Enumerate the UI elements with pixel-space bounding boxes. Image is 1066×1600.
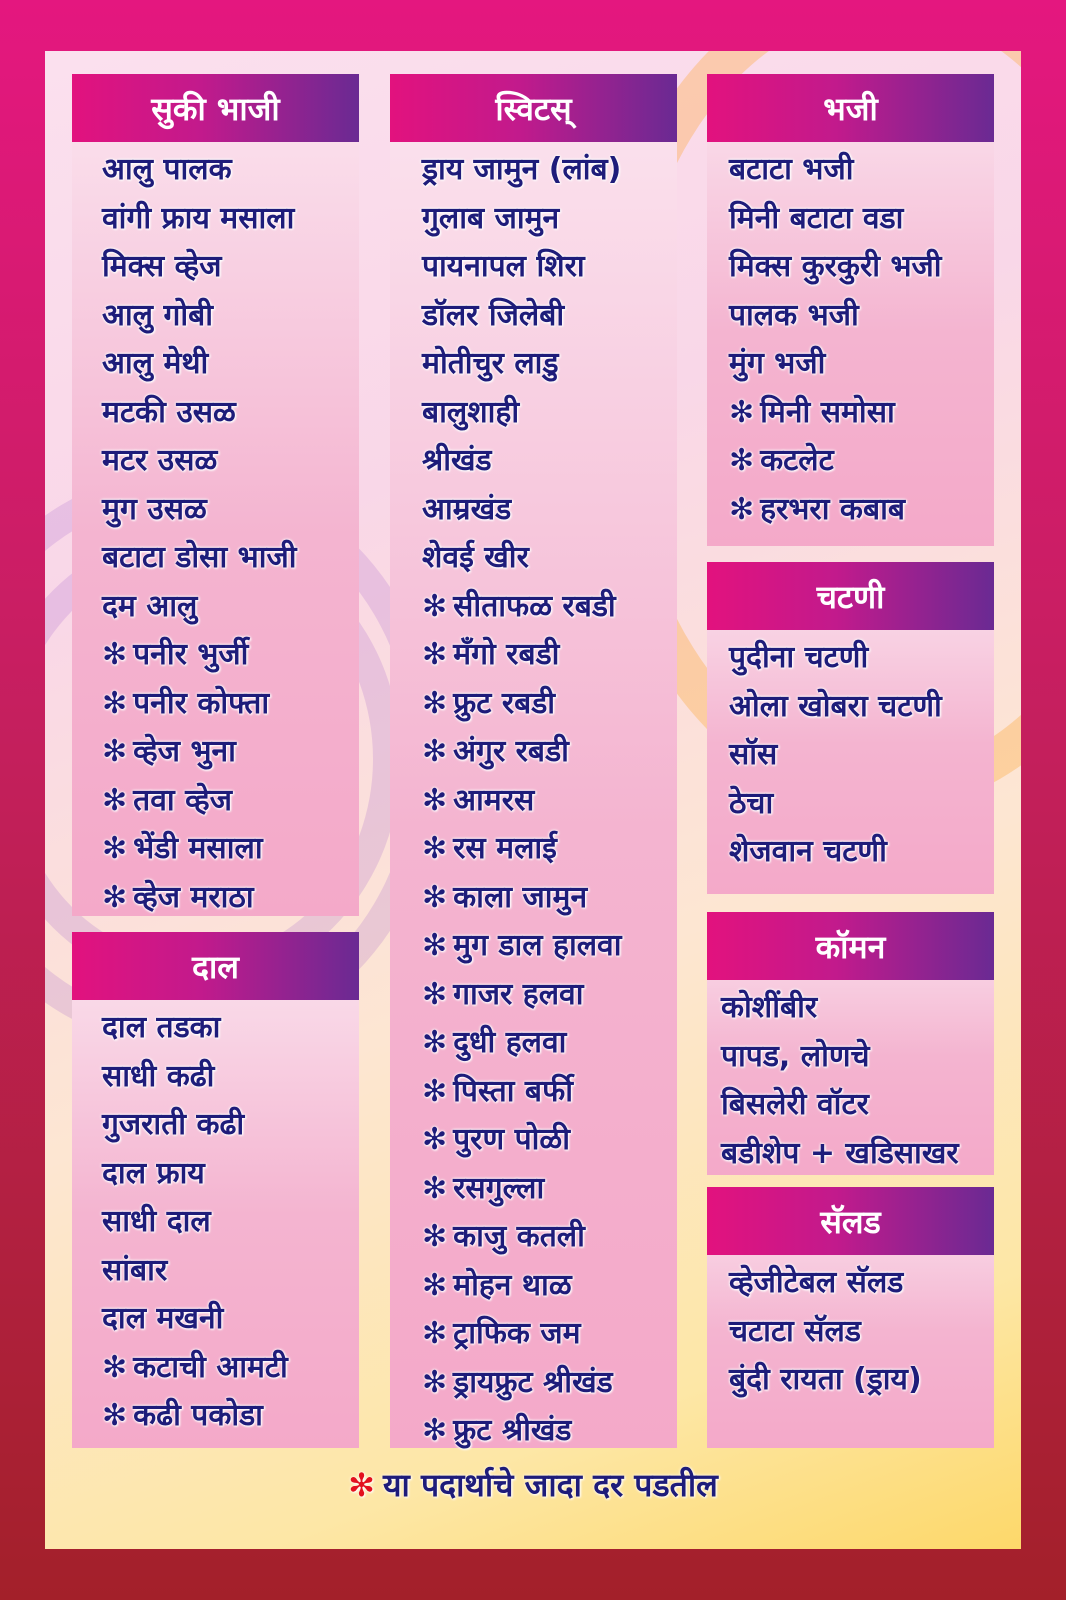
menu-item: [729, 634, 994, 683]
menu-item: [102, 486, 359, 535]
menu-item: [102, 1053, 359, 1102]
asterisk-icon: ✻: [422, 734, 448, 769]
menu-item-label: फ्रुट श्रीखंड: [453, 1413, 572, 1448]
menu-item-label: मँगो रबडी: [453, 637, 560, 672]
menu-item-label: पनीर कोफ्ता: [133, 685, 270, 721]
menu-item: [102, 243, 359, 292]
menu-item: [729, 340, 994, 389]
menu-item-label: पायनापल शिरा: [422, 249, 585, 284]
section-heading: भजी: [707, 74, 994, 142]
asterisk-icon: ✻: [422, 685, 448, 721]
menu-item: [721, 1033, 994, 1082]
item-list: [390, 142, 677, 1456]
menu-item: [102, 583, 359, 632]
menu-item-label: आलु मेथी: [102, 346, 209, 381]
section-heading: कॉमन: [707, 912, 994, 980]
menu-item: [422, 1068, 677, 1117]
menu-item: [422, 874, 677, 923]
menu-item: [422, 389, 677, 438]
menu-item-label: पुरण पोळी: [453, 1122, 570, 1157]
section-heading: दाल: [72, 932, 359, 1000]
asterisk-icon: ✻: [102, 637, 128, 672]
section-chutney: [707, 562, 994, 894]
menu-item-label: दाल तडका: [102, 1010, 221, 1045]
menu-item: [729, 146, 994, 195]
menu-item-label: पालक भजी: [729, 297, 859, 333]
menu-item: [102, 1344, 359, 1393]
menu-item: [422, 1165, 677, 1214]
section-suki-bhaji: [72, 74, 359, 916]
asterisk-icon: ✻: [422, 1316, 448, 1351]
menu-item: [729, 292, 994, 341]
menu-item: [422, 728, 677, 777]
asterisk-icon: ✻: [422, 588, 448, 624]
menu-item-label: मुंग भजी: [729, 346, 826, 381]
menu-item: [729, 828, 994, 877]
menu-item-label: मिनी समोसा: [760, 394, 895, 430]
menu-item: [102, 292, 359, 341]
menu-item-label: काला जामुन: [453, 879, 588, 915]
menu-item-label: गाजर हलवा: [453, 976, 584, 1012]
menu-item: [102, 728, 359, 777]
menu-item-label: अंगुर रबडी: [453, 734, 569, 769]
menu-item-label: सीताफळ रबडी: [453, 588, 616, 624]
menu-item-label: बुंदी रायता (ड्राय): [729, 1362, 922, 1397]
menu-item-label: पापड, लोणचे: [721, 1038, 870, 1074]
menu-item-label: रसगुल्ला: [453, 1170, 545, 1206]
menu-item-label: व्हेजीटेबल सॅलड: [729, 1265, 904, 1300]
menu-item: [422, 486, 677, 535]
menu-item-label: गुलाब जामुन: [422, 200, 560, 236]
asterisk-icon: ✻: [422, 1122, 448, 1157]
menu-item: [422, 195, 677, 244]
menu-item: [102, 195, 359, 244]
asterisk-icon: ✻: [729, 394, 755, 430]
menu-item-label: आम्रखंड: [422, 491, 512, 527]
menu-item-label: मटकी उसळ: [102, 394, 236, 430]
menu-item-label: कोशींबीर: [721, 990, 818, 1025]
menu-item: [422, 1213, 677, 1262]
menu-item-label: बडीशेप + खडिसाखर: [721, 1135, 959, 1171]
menu-item: [102, 1004, 359, 1053]
menu-item-label: मिक्स व्हेज: [102, 249, 222, 284]
asterisk-icon: ✻: [422, 1073, 448, 1109]
menu-item: [721, 1081, 994, 1130]
menu-item-label: दुधी हलवा: [453, 1025, 567, 1060]
menu-item: [102, 534, 359, 583]
menu-item-label: बिसलेरी वॉटर: [721, 1087, 869, 1122]
menu-item-label: श्रीखंड: [422, 443, 492, 478]
menu-item-label: पुदीना चटणी: [729, 640, 869, 675]
menu-item: [729, 731, 994, 780]
menu-item: [102, 437, 359, 486]
menu-item-label: पनीर भुर्जी: [133, 637, 249, 672]
asterisk-icon: ✻: [422, 1364, 448, 1400]
menu-item-label: मोतीचुर लाडु: [422, 346, 559, 381]
item-list: [72, 142, 359, 922]
asterisk-icon: ✻: [102, 685, 128, 721]
asterisk-icon: ✻: [422, 782, 448, 818]
menu-item: [102, 1198, 359, 1247]
menu-item-label: मटर उसळ: [102, 443, 218, 478]
asterisk-icon: ✻: [422, 879, 448, 915]
menu-item: [729, 780, 994, 829]
menu-item: [102, 1150, 359, 1199]
menu-item-label: काजु कतली: [453, 1219, 585, 1254]
menu-item-label: साधी दाल: [102, 1204, 211, 1239]
menu-item-label: ड्राय जामुन (लांब): [422, 152, 622, 187]
menu-item: [729, 437, 994, 486]
menu-item-label: बटाटा डोसा भाजी: [102, 540, 297, 575]
menu-item-label: ट्राफिक जम: [453, 1316, 581, 1351]
menu-item: [102, 389, 359, 438]
menu-item: [422, 340, 677, 389]
menu-item: [422, 825, 677, 874]
asterisk-icon: ✻: [422, 1219, 448, 1254]
section-common: [707, 912, 994, 1175]
menu-item: [102, 631, 359, 680]
menu-item: [721, 1130, 994, 1179]
menu-item-label: व्हेज भुना: [133, 734, 236, 769]
menu-item-label: पिस्ता बर्फी: [453, 1073, 573, 1109]
menu-item: [102, 340, 359, 389]
asterisk-icon: ✻: [422, 1170, 448, 1206]
asterisk-icon: ✻: [729, 491, 755, 527]
menu-item: [422, 971, 677, 1020]
menu-item-label: आलु गोबी: [102, 297, 214, 333]
asterisk-icon: ✻: [102, 1349, 128, 1385]
menu-item-label: वांगी फ्राय मसाला: [102, 200, 295, 236]
menu-item: [102, 825, 359, 874]
menu-item: [729, 1356, 994, 1405]
menu-item: [102, 777, 359, 826]
menu-item: [729, 1308, 994, 1357]
menu-item: [721, 984, 994, 1033]
menu-item: [422, 631, 677, 680]
menu-item: [422, 777, 677, 826]
menu-item-label: ओला खोबरा चटणी: [729, 688, 942, 724]
menu-item-label: दाल फ्राय: [102, 1155, 205, 1191]
section-salad: [707, 1187, 994, 1448]
asterisk-icon: ✻: [102, 782, 128, 818]
menu-item-label: व्हेज मराठा: [133, 879, 254, 915]
menu-item: [422, 1019, 677, 1068]
asterisk-icon: ✻: [422, 1413, 448, 1448]
item-list: [707, 980, 994, 1178]
menu-item: [729, 486, 994, 535]
menu-item: [102, 146, 359, 195]
item-list: [707, 142, 994, 534]
section-heading: सुकी भाजी: [72, 74, 359, 142]
menu-item-label: रस मलाई: [453, 831, 557, 866]
menu-item-label: सॉस: [729, 737, 778, 772]
footer-note: [45, 1463, 1021, 1506]
item-list: [707, 630, 994, 877]
section-heading: स्विटस्: [390, 74, 677, 142]
menu-item: [422, 1407, 677, 1456]
footer-text: या पदार्थाचे जादा दर पडतील: [382, 1466, 718, 1504]
asterisk-icon: ✻: [422, 1267, 448, 1303]
item-list: [707, 1255, 994, 1405]
asterisk-icon: ✻: [348, 1466, 375, 1504]
menu-item-label: शेवई खीर: [422, 540, 529, 575]
menu-item-label: फ्रुट रबडी: [453, 685, 556, 721]
menu-item-label: आलु पालक: [102, 152, 232, 187]
menu-item: [102, 874, 359, 923]
menu-item: [102, 1247, 359, 1296]
menu-item: [102, 1295, 359, 1344]
menu-poster: [45, 51, 1021, 1549]
menu-item-label: मोहन थाळ: [453, 1267, 572, 1303]
menu-item-label: कटलेट: [760, 443, 834, 478]
section-heading: चटणी: [707, 562, 994, 630]
menu-item: [102, 1101, 359, 1150]
menu-item: [422, 1116, 677, 1165]
menu-item-label: डॉलर जिलेबी: [422, 297, 565, 333]
menu-item-label: कटाची आमटी: [133, 1349, 288, 1385]
menu-item-label: मिक्स कुरकुरी भजी: [729, 249, 942, 284]
menu-item: [729, 243, 994, 292]
asterisk-icon: ✻: [422, 831, 448, 866]
menu-item: [729, 195, 994, 244]
item-list: [72, 1000, 359, 1441]
menu-item-label: चटाटा सॅलड: [729, 1313, 861, 1349]
menu-item-label: बटाटा भजी: [729, 152, 854, 187]
section-dal: [72, 932, 359, 1448]
menu-item-label: तवा व्हेज: [133, 782, 232, 818]
menu-item: [422, 922, 677, 971]
menu-item-label: शेजवान चटणी: [729, 834, 887, 869]
menu-item-label: मिनी बटाटा वडा: [729, 200, 904, 236]
section-bhaji: [707, 74, 994, 546]
menu-item-label: ड्रायफ्रुट श्रीखंड: [453, 1364, 613, 1400]
menu-item: [729, 683, 994, 732]
menu-item-label: सांबार: [102, 1252, 168, 1288]
menu-item-label: आमरस: [453, 782, 535, 818]
menu-item: [102, 680, 359, 729]
asterisk-icon: ✻: [422, 928, 448, 963]
menu-item: [422, 1310, 677, 1359]
menu-item-label: मुग उसळ: [102, 491, 207, 527]
menu-item: [422, 1359, 677, 1408]
menu-item: [422, 1262, 677, 1311]
asterisk-icon: ✻: [422, 976, 448, 1012]
asterisk-icon: ✻: [102, 831, 128, 866]
section-sweets: [390, 74, 677, 1448]
asterisk-icon: ✻: [729, 443, 755, 478]
menu-item: [729, 1259, 994, 1308]
menu-item: [422, 437, 677, 486]
menu-item-label: ठेचा: [729, 785, 774, 821]
menu-item-label: मुग डाल हालवा: [453, 928, 622, 963]
menu-item-label: साधी कढी: [102, 1058, 215, 1094]
menu-item-label: हरभरा कबाब: [760, 491, 905, 527]
menu-item: [422, 146, 677, 195]
menu-item-label: भेंडी मसाला: [133, 831, 263, 866]
menu-item-label: बालुशाही: [422, 394, 520, 430]
menu-item: [422, 292, 677, 341]
asterisk-icon: ✻: [102, 879, 128, 915]
menu-item: [729, 389, 994, 438]
menu-item: [422, 583, 677, 632]
asterisk-icon: ✻: [422, 637, 448, 672]
menu-item: [102, 1392, 359, 1441]
asterisk-icon: ✻: [102, 734, 128, 769]
menu-item-label: दम आलु: [102, 588, 198, 624]
section-heading: सॅलड: [707, 1187, 994, 1255]
menu-item-label: कढी पकोडा: [133, 1398, 263, 1433]
menu-item: [422, 534, 677, 583]
asterisk-icon: ✻: [102, 1398, 128, 1433]
menu-item-label: दाल मखनी: [102, 1301, 224, 1336]
menu-item: [422, 243, 677, 292]
menu-item-label: गुजराती कढी: [102, 1107, 245, 1142]
menu-item: [422, 680, 677, 729]
asterisk-icon: ✻: [422, 1025, 448, 1060]
